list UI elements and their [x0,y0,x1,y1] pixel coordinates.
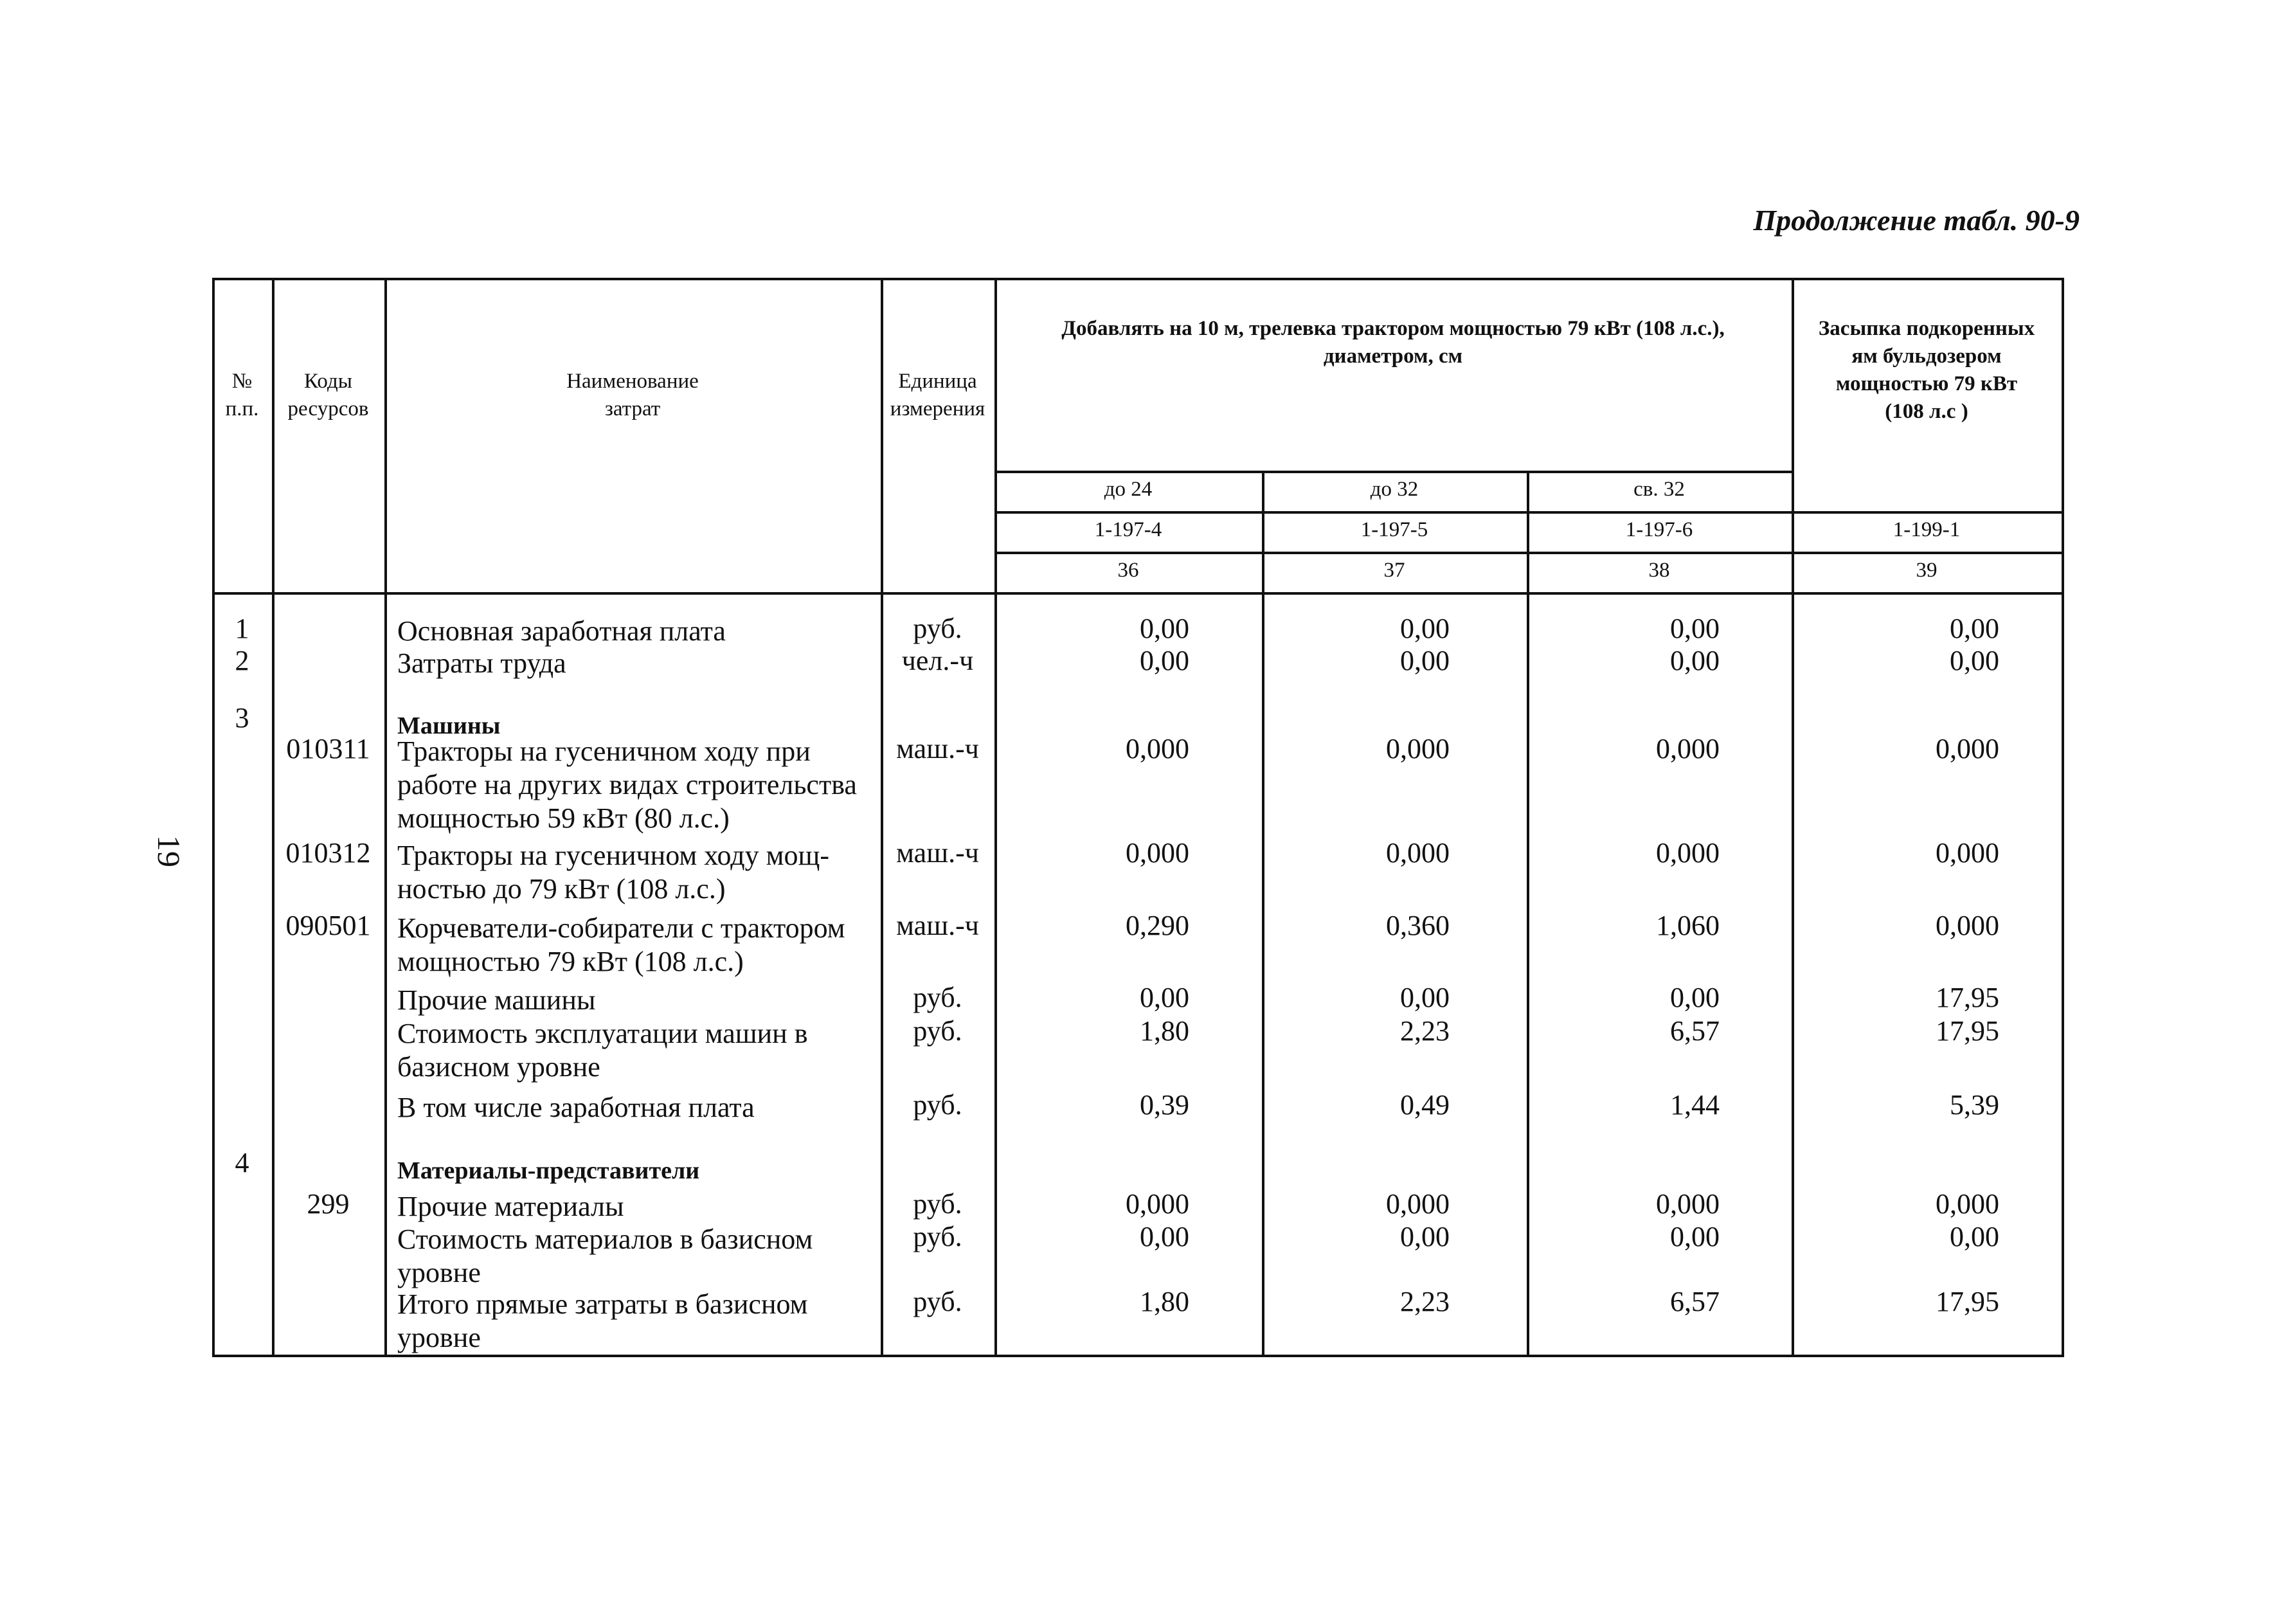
subhead-1: до 32 [1370,478,1419,501]
row-num: 3 [235,702,249,734]
row-value: 0,00 [1670,982,1720,1013]
left-border [212,278,215,1357]
table-top-rule [212,278,2064,280]
row-value: 6,57 [1670,1286,1720,1317]
rate-code-1: 1-197-5 [1360,518,1428,541]
row-unit: руб. [913,1089,962,1121]
row-value: 1,060 [1656,910,1720,941]
header-unit: Единица измерения [890,370,985,420]
row-value: 0,00 [1400,613,1450,644]
values-divider [994,278,997,1357]
row-value: 0,000 [1386,733,1450,764]
row-value: 0,00 [1400,982,1450,1013]
col-38-divider [1527,471,1529,1357]
row-value: 0,360 [1386,910,1450,941]
row-value: 1,80 [1140,1286,1189,1317]
row-value: 2,23 [1400,1015,1450,1047]
row-code: 010311 [286,733,370,764]
row-code: 090501 [285,910,371,941]
row-value: 0,00 [1400,1221,1450,1252]
row-value: 0,00 [1140,982,1189,1013]
row-value: 6,57 [1670,1015,1720,1047]
row-value: 0,00 [1670,1221,1720,1252]
row-value: 0,00 [1140,613,1189,644]
row-value: 1,80 [1140,1015,1189,1047]
row-unit: руб. [913,1015,962,1047]
row-value: 0,000 [1126,1188,1189,1220]
row-unit: маш.-ч [896,837,979,869]
col-number-2: 38 [1648,559,1670,582]
row-value: 17,95 [1936,1015,1999,1047]
row-value: 0,000 [1936,733,1999,764]
row-value: 0,00 [1950,1221,1999,1252]
row-unit: руб. [913,1221,962,1252]
row-value: 0,000 [1936,910,1999,941]
row-name: Основная заработная плата [397,615,726,647]
section-title: Материалы-представители [397,1157,700,1184]
row-value: 0,000 [1936,837,1999,869]
row-code: 010312 [285,837,371,869]
row-name: Корчеватели-собиратели с трактором мощностью 79 кВт (108 л.с.) [397,912,845,977]
col-37-divider [1262,471,1264,1357]
rate-code-0: 1-197-4 [1094,518,1162,541]
row-value: 0,00 [1950,613,1999,644]
section-title: Машины [397,712,501,739]
row-value: 0,000 [1936,1188,1999,1220]
row-value: 0,00 [1670,613,1720,644]
subhead-0: до 24 [1104,478,1153,501]
row-unit: руб. [913,1286,962,1317]
name-divider [384,278,387,1357]
row-unit: маш.-ч [896,733,979,764]
row-name: Затраты труда [397,647,566,679]
row-name: Прочие машины [397,984,596,1016]
row-value: 0,39 [1140,1089,1189,1121]
row-name: Прочие материалы [397,1191,624,1222]
row-value: 0,49 [1400,1089,1450,1121]
row-value: 0,290 [1126,910,1189,941]
row-unit: руб. [913,1188,962,1220]
page-number: 19 [151,835,187,867]
row-unit: руб. [913,982,962,1013]
row-num: 1 [235,613,249,644]
rate-code-3: 1-199-1 [1893,518,1961,541]
row-value: 17,95 [1936,1286,1999,1317]
subhead-rule [994,471,1792,473]
row-value: 2,23 [1400,1286,1450,1317]
col-number-0: 36 [1117,559,1139,582]
header-codes: Коды ресурсов [287,370,369,420]
row-name: Тракторы на гусеничном ходу мощ- ностью до 79 кВт (108 л.с.) [397,840,830,905]
row-num: 2 [235,645,249,676]
row-code: 299 [307,1188,350,1220]
table-caption: Продолжение табл. 90-9 [1753,204,2080,237]
row-value: 0,000 [1656,837,1720,869]
row-value: 0,000 [1386,1188,1450,1220]
header-last-col: Засыпка подкоренных ям бульдозером мощностью 79 кВт (108 л.с ) [1818,317,2035,423]
code-rule [994,511,2064,514]
row-value: 0,00 [1140,1221,1189,1252]
row-value: 0,00 [1670,645,1720,676]
row-name: В том числе заработная плата [397,1092,755,1123]
col-number-3: 39 [1916,559,1938,582]
row-name: Стоимость материалов в базисном уровне [397,1223,813,1288]
number-rule [994,552,2064,554]
row-value: 0,000 [1386,837,1450,869]
table-bottom-rule [212,1355,2064,1357]
row-unit: чел.-ч [901,645,974,676]
row-value: 5,39 [1950,1089,1999,1121]
row-value: 0,000 [1656,733,1720,764]
row-name: Итого прямые затраты в базисном уровне [397,1288,808,1353]
header-name: Наименование затрат [566,370,699,420]
rate-code-2: 1-197-6 [1625,518,1693,541]
row-value: 0,00 [1950,645,1999,676]
right-border [2062,278,2064,1357]
row-name: Стоимость эксплуатации машин в базисном уровне [397,1018,808,1083]
col-number-1: 37 [1383,559,1405,582]
row-value: 0,000 [1126,837,1189,869]
row-unit: маш.-ч [896,910,979,941]
row-value: 0,000 [1656,1188,1720,1220]
last-col-divider [1792,278,1794,1357]
row-unit: руб. [913,613,962,644]
row-name: Тракторы на гусеничном ходу при работе на других видах строительства мощностью 59 кВт (80 л.с.) [397,735,857,834]
row-value: 0,000 [1126,733,1189,764]
header-bottom-rule [212,592,2064,595]
subhead-2: св. 32 [1633,478,1685,501]
row-value: 17,95 [1936,982,1999,1013]
row-num: 4 [235,1147,249,1178]
row-value: 0,00 [1140,645,1189,676]
row-value: 0,00 [1400,645,1450,676]
header-num: № п.п. [225,370,259,420]
header-group-title: Добавлять на 10 м, трелевка трактором мощностью 79 кВт (108 л.с.), диаметром, см [1061,317,1725,368]
row-value: 1,44 [1670,1089,1720,1121]
